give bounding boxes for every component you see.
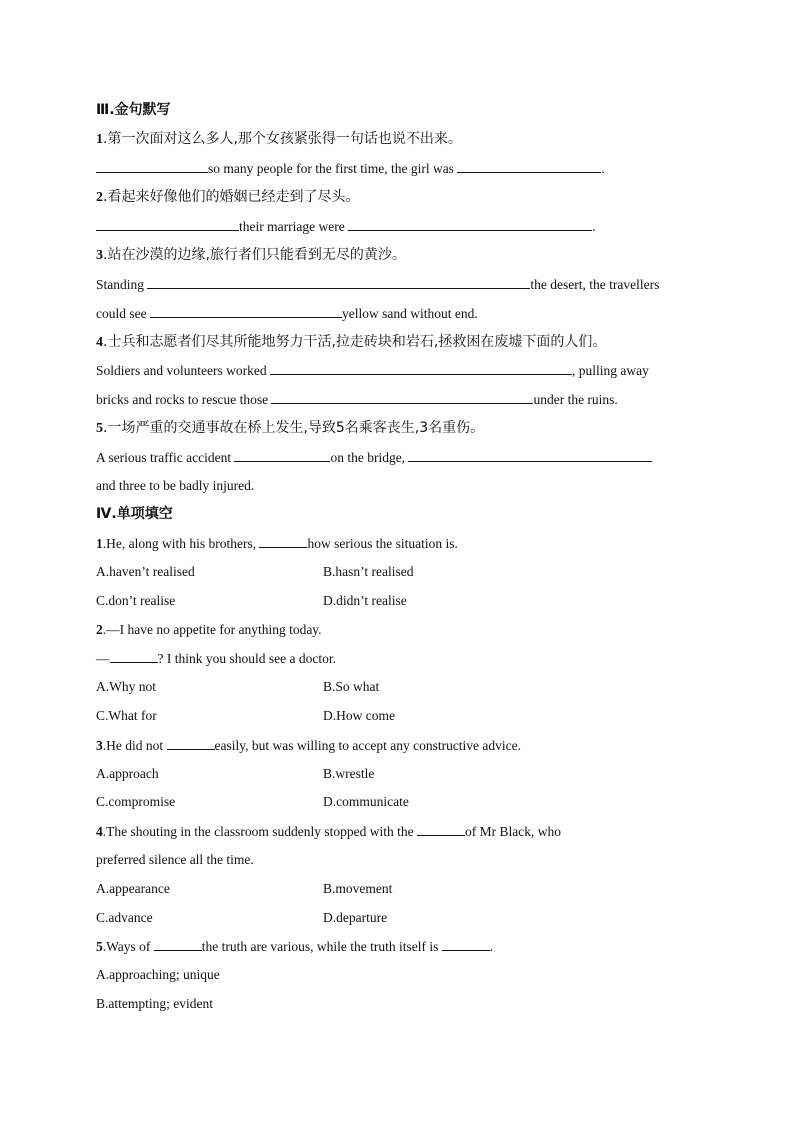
option-b[interactable]: B.attempting; evident bbox=[96, 996, 213, 1011]
question-2-chinese bbox=[96, 188, 359, 207]
stem-text: .—I have no appetite for anything today. bbox=[102, 622, 322, 637]
english-text: their marriage were bbox=[239, 219, 349, 234]
answer-blank[interactable] bbox=[96, 159, 208, 173]
english-text: yellow sand without end. bbox=[341, 306, 478, 321]
option-b[interactable]: B.movement bbox=[323, 881, 393, 896]
question-1-chinese bbox=[96, 130, 462, 149]
stem-text: .He, along with his brothers, bbox=[102, 536, 260, 551]
question-5-english-line-2: and three to be badly injured. bbox=[96, 478, 255, 493]
english-text: could see bbox=[96, 306, 150, 321]
section-heading-iii: Ⅲ.金句默写 bbox=[96, 102, 171, 118]
question-2-english bbox=[96, 217, 595, 236]
option-a[interactable]: A.approach bbox=[96, 766, 159, 781]
answer-blank[interactable] bbox=[259, 534, 307, 548]
option-c[interactable]: C.advance bbox=[96, 910, 153, 925]
question-3-english-line-2 bbox=[96, 304, 478, 323]
option-d[interactable]: D.communicate bbox=[323, 794, 409, 809]
question-number: 3 bbox=[96, 248, 103, 263]
question-5-chinese bbox=[96, 419, 484, 438]
question-5-english-line-1 bbox=[96, 448, 652, 467]
english-text: . bbox=[592, 219, 596, 234]
english-text: under the ruins. bbox=[533, 392, 618, 407]
answer-blank[interactable] bbox=[457, 159, 601, 173]
answer-blank[interactable] bbox=[417, 822, 465, 836]
question-1-english bbox=[96, 159, 605, 178]
stem-text: how serious the situation is. bbox=[307, 536, 458, 551]
question-4-english-line-2 bbox=[96, 390, 618, 409]
stem-text: the truth are various, while the truth itself is bbox=[201, 939, 442, 954]
option-d[interactable]: D.didn’t realise bbox=[323, 593, 407, 608]
question-number: 4 bbox=[96, 824, 103, 839]
mc-question-2-reply bbox=[96, 649, 336, 668]
option-a[interactable]: A.Why not bbox=[96, 679, 156, 694]
option-c[interactable]: C.don’t realise bbox=[96, 593, 176, 608]
question-number: 1 bbox=[96, 536, 103, 551]
chinese-prompt: .站在沙漠的边缘,旅行者们只能看到无尽的黄沙。 bbox=[103, 247, 406, 263]
stem-text: . bbox=[489, 939, 494, 954]
answer-blank[interactable] bbox=[348, 217, 592, 231]
mc-question-4-stem bbox=[96, 822, 561, 841]
option-b[interactable]: B.So what bbox=[323, 679, 380, 694]
english-text: the desert, the travellers bbox=[530, 277, 660, 292]
english-text: Soldiers and volunteers worked bbox=[96, 363, 270, 378]
option-a[interactable]: A.approaching; unique bbox=[96, 967, 220, 982]
question-3-english-line-1 bbox=[96, 275, 659, 294]
english-text: A serious traffic accident bbox=[96, 450, 235, 465]
english-text: Standing bbox=[96, 277, 148, 292]
chinese-prompt: .看起来好像他们的婚姻已经走到了尽头。 bbox=[103, 189, 360, 205]
mc-question-3-stem bbox=[96, 736, 521, 755]
question-3-chinese bbox=[96, 246, 406, 265]
option-a[interactable]: A.haven’t realised bbox=[96, 564, 195, 579]
stem-text: easily, but was willing to accept any constructive advice. bbox=[214, 738, 522, 753]
answer-blank[interactable] bbox=[234, 448, 330, 462]
question-number: 3 bbox=[96, 738, 103, 753]
english-text: . bbox=[601, 161, 605, 176]
question-number: 5 bbox=[96, 939, 103, 954]
answer-blank[interactable] bbox=[147, 275, 530, 289]
english-text: on the bridge, bbox=[330, 450, 409, 465]
answer-blank[interactable] bbox=[408, 448, 652, 462]
answer-blank[interactable] bbox=[270, 361, 572, 375]
stem-text: ? I think you should see a doctor. bbox=[157, 651, 336, 666]
question-4-english-line-1 bbox=[96, 361, 649, 380]
question-number: 2 bbox=[96, 622, 103, 637]
mc-question-1-stem bbox=[96, 534, 458, 553]
question-4-chinese bbox=[96, 333, 606, 352]
answer-blank[interactable] bbox=[271, 390, 533, 404]
stem-text: of Mr Black, who bbox=[464, 824, 561, 839]
question-number: 5 bbox=[96, 421, 103, 436]
question-number: 4 bbox=[96, 335, 103, 350]
stem-text: — bbox=[96, 651, 110, 666]
chinese-prompt: .第一次面对这么多人,那个女孩紧张得一句话也说不出来。 bbox=[103, 131, 462, 147]
option-c[interactable]: C.compromise bbox=[96, 794, 176, 809]
option-a[interactable]: A.appearance bbox=[96, 881, 170, 896]
answer-blank[interactable] bbox=[110, 649, 158, 663]
english-text: , pulling away bbox=[571, 363, 649, 378]
english-text: so many people for the first time, the girl was bbox=[208, 161, 458, 176]
stem-text: .The shouting in the classroom suddenly stopped with the bbox=[102, 824, 417, 839]
question-number: 2 bbox=[96, 190, 103, 205]
answer-blank[interactable] bbox=[442, 937, 490, 951]
answer-blank[interactable] bbox=[96, 217, 239, 231]
section-heading-iv: Ⅳ.单项填空 bbox=[96, 506, 173, 522]
option-b[interactable]: B.hasn’t realised bbox=[323, 564, 414, 579]
answer-blank[interactable] bbox=[167, 736, 215, 750]
mc-question-5-stem bbox=[96, 937, 493, 956]
mc-question-2-stem bbox=[96, 621, 322, 639]
option-c[interactable]: C.What for bbox=[96, 708, 157, 723]
option-d[interactable]: D.How come bbox=[323, 708, 395, 723]
mc-question-4-stem-cont: preferred silence all the time. bbox=[96, 852, 254, 867]
english-text: bricks and rocks to rescue those bbox=[96, 392, 272, 407]
stem-text: .He did not bbox=[102, 738, 167, 753]
answer-blank[interactable] bbox=[150, 304, 342, 318]
stem-text: .Ways of bbox=[102, 939, 154, 954]
chinese-prompt: .一场严重的交通事故在桥上发生,导致5名乘客丧生,3名重伤。 bbox=[103, 420, 485, 436]
option-b[interactable]: B.wrestle bbox=[323, 766, 375, 781]
question-number: 1 bbox=[96, 132, 103, 147]
option-d[interactable]: D.departure bbox=[323, 910, 388, 925]
answer-blank[interactable] bbox=[154, 937, 202, 951]
chinese-prompt: .士兵和志愿者们尽其所能地努力干活,拉走砖块和岩石,拯救困在废墟下面的人们。 bbox=[103, 334, 607, 350]
